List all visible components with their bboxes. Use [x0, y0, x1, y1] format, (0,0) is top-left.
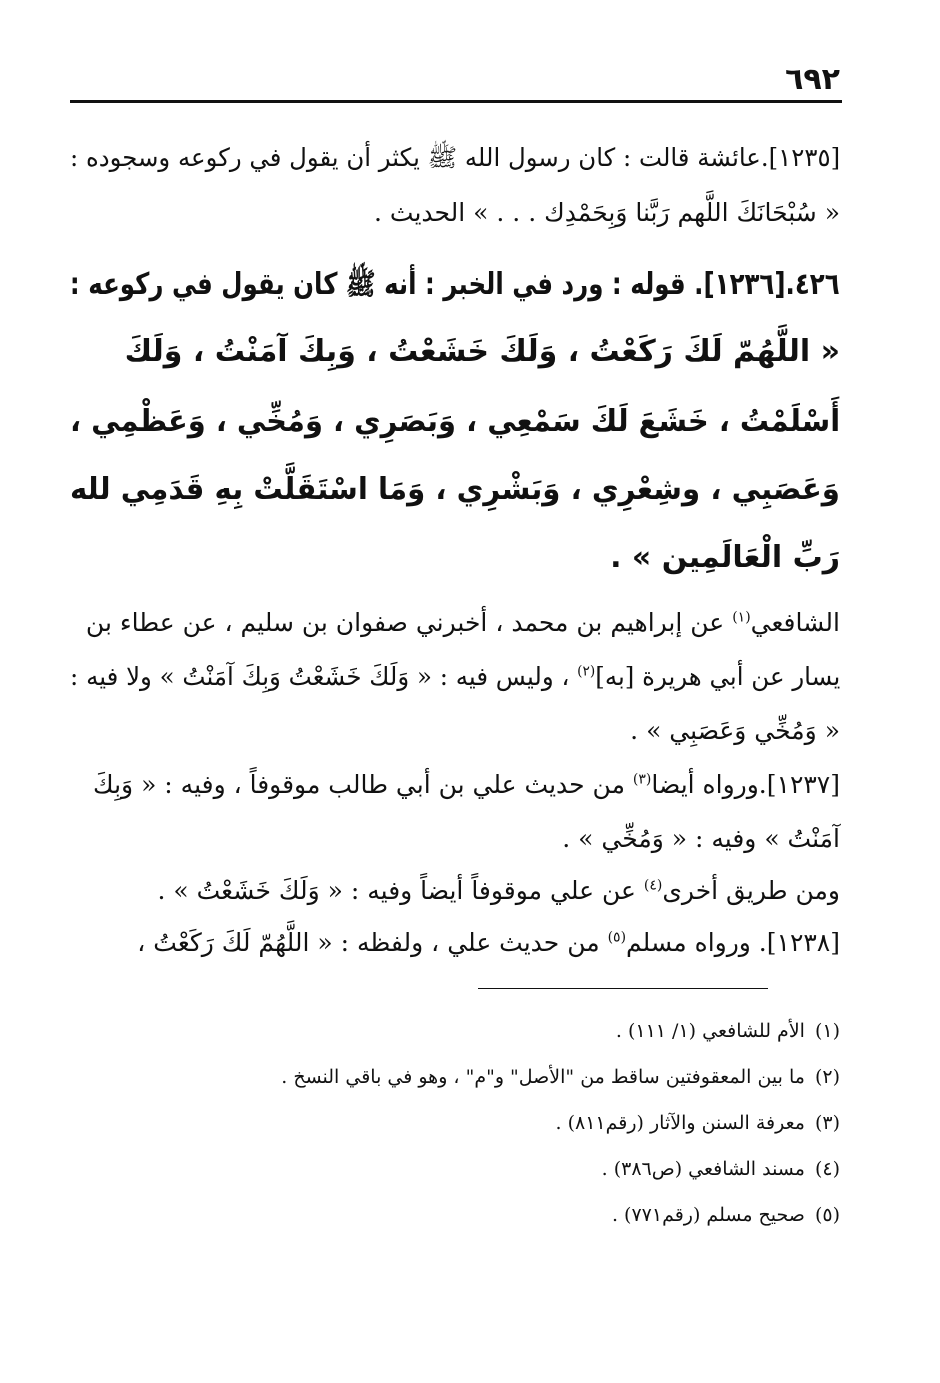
header-rule	[70, 100, 842, 103]
narrator-name: الشافعي	[750, 608, 840, 637]
footnote-number: (١)	[814, 1020, 840, 1042]
narration-text: ، وليس فيه : « وَلَكَ خَشَعْتُ وَبِكَ آمَنْتُ » ولا فيه :	[69, 662, 577, 691]
hadith-1237-line-2: آمَنْتُ » وفيه : « وَمُخِّي » .	[562, 824, 840, 853]
narration-text: عن علي موقوفاً أيضاً وفيه : « وَلَكَ خَشَعْتُ » .	[157, 876, 644, 905]
footnote-text: معرفة السنن والآثار (رقم٨١١) .	[555, 1112, 805, 1134]
footnote-text: صحيح مسلم (رقم٧٧١) .	[611, 1204, 805, 1226]
hadith-1238-line	[137, 928, 840, 957]
narration-text: من حديث علي بن أبي طالب موقوفاً ، وفيه : « وَبِكَ	[93, 770, 633, 799]
dua-line-4: رَبِّ الْعَالَمِين » .	[610, 540, 840, 575]
footnote-rule	[478, 988, 768, 989]
narration-line-2	[70, 662, 840, 691]
footnote-ref-5: (٥)	[607, 929, 627, 946]
page-number: ٦٩٢	[785, 62, 840, 97]
footnote-number: (٣)	[814, 1112, 840, 1134]
hadith-1237-line-1	[93, 770, 840, 799]
hadith-1235-line-1: [١٢٣٥].عائشة قالت : كان رسول الله ﷺ يكثر أن يقول في ركوعه وسجوده :	[69, 143, 840, 172]
hadith-1235-line-2: « سُبْحَانَكَ اللَّهم رَبَّنا وَبِحَمْدِك . . . » الحديث .	[374, 198, 840, 227]
narration-text: من حديث علي ، ولفظه : « اللَّهُمّ لَكَ رَكَعْتُ ،	[137, 928, 608, 957]
narration-text: ومن طريق أخرى	[662, 876, 840, 905]
narration-line-1	[86, 608, 840, 637]
narration-text: [١٢٣٨]. ورواه مسلم	[626, 928, 840, 957]
narration-text: يسار عن أبي هريرة [به]	[594, 662, 840, 691]
dua-line-3: وَعَصَبِي ، وشِعْرِي ، وَبَشْرِي ، وَمَا اسْتَقَلَّتْ بِهِ قَدَمِي لله	[70, 472, 840, 507]
footnote-2	[281, 1066, 840, 1088]
footnote-ref-3: (٣)	[632, 771, 652, 788]
footnote-ref-4: (٤)	[643, 877, 663, 894]
dua-line-2: أَسْلَمْتُ ، خَشَعَ لَكَ سَمْعِي ، وَبَصَرِي ، وَمُخِّي ، وَعَظْمِي ،	[69, 404, 840, 439]
footnote-ref-1: (١)	[732, 609, 751, 626]
narration-text: عن إبراهيم بن محمد ، أخبرني صفوان بن سليم ، عن عطاء بن	[85, 608, 733, 637]
narration-text: [١٢٣٧].ورواه أيضا	[651, 770, 840, 799]
dua-line-1: « اللَّهُمّ لَكَ رَكَعْتُ ، وَلَكَ خَشَعْتُ ، وَبِكَ آمَنْتُ ، وَلَكَ	[124, 334, 840, 369]
footnote-number: (٥)	[814, 1204, 840, 1226]
footnote-text: الأم للشافعي (١/ ١١١) .	[615, 1020, 805, 1042]
footnote-number: (٢)	[814, 1066, 840, 1088]
footnote-1	[616, 1020, 840, 1042]
narration-line-3: « وَمُخِّي وَعَصَبِي » .	[630, 716, 840, 745]
footnote-text: مسند الشافعي (ص٣٨٦) .	[601, 1158, 805, 1180]
other-route-line	[157, 876, 840, 905]
footnote-number: (٤)	[814, 1158, 840, 1180]
section-426-heading: ٤٢٦.[١٢٣٦]. قوله : ورد في الخبر : أنه ﷺ كان يقول في ركوعه :	[70, 267, 840, 302]
footnote-4	[602, 1158, 840, 1180]
footnote-5	[612, 1204, 840, 1226]
footnote-text: ما بين المعقوفتين ساقط من "الأصل" و"م" ، وهو في باقي النسخ .	[281, 1066, 805, 1088]
footnote-3	[556, 1112, 840, 1134]
footnote-ref-2: (٢)	[576, 663, 595, 680]
